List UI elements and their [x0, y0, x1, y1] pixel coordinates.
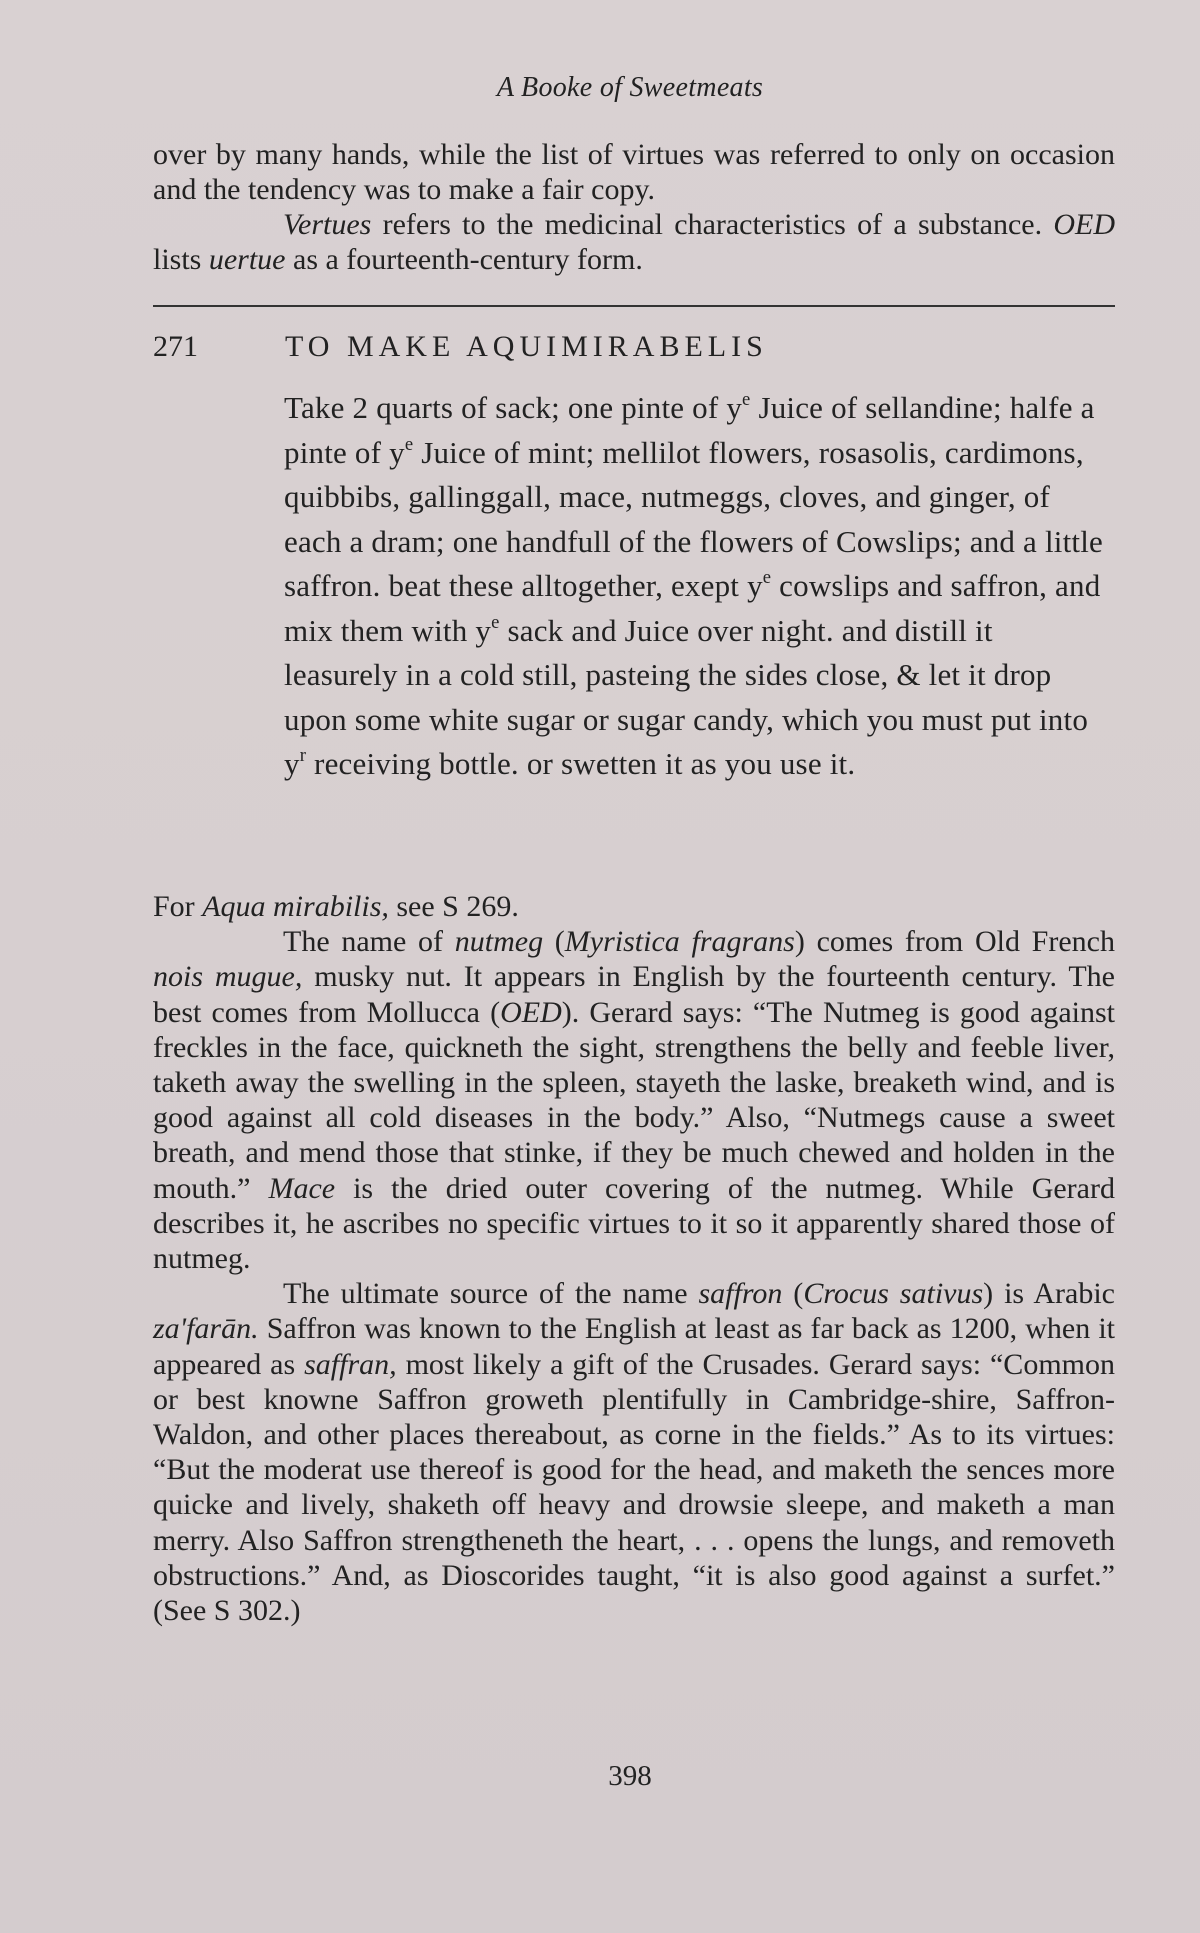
recipe-paragraph: Take 2 quarts of sack; one pinte of $y^e$ Juice of sellandine; halfe a pinte of $y^e$ Juice of mint; mellilot flowers, rosasolis, cardimons, quibbibs, gallinggall, mace, nutmeggs, cloves, and ginger, of each a dram; one handfull of the flowers of Cowslips; and a little saffron. beat these alltogether, exept $y^e$ cowslips and saffron, and mix them with $y^e$ sack and Juice over night. and distill it leasurely in a cold still, pasteing the sides close, & let it drop upon some white sugar or sugar candy, which you must put into $y^r$ receiving bottle. or swetten it as you use it.	[284, 388, 1103, 781]
page-number: 398	[608, 1760, 652, 1792]
section-divider	[153, 305, 1115, 307]
running-head: A Booke of Sweetmeats	[496, 72, 764, 103]
intro-paragraph: over by many hands, while the list of virtues was referred to only on occasion and the tendency was to make a fair copy.	[153, 138, 1115, 206]
recipe-title: TO MAKE AQUIMIRABELIS	[285, 330, 768, 363]
recipe-text	[284, 386, 1104, 787]
cross-reference: For Aqua mirabilis, see S 269.	[153, 890, 519, 923]
intro-text	[153, 137, 1115, 277]
saffron-paragraph: The ultimate source of the name saffron (Crocus sativus) is Arabic za'farān. Saffron was known to the English at least as far back as 1200, when it appeared as saffran, most likely a gift of the Crusades. Gerard says: “Common or best knowne Saffron groweth plentifully in Cambridge-shire, Saffron-Waldon, and other places thereabout, as corne in the fields.” As to its virtues: “But the moderat use thereof is good for the head, and maketh the sences more quicke and lively, shaketh off heavy and drowsie sleepe, and maketh a man merry. Also Saffron strengtheneth the heart, . . . opens the lungs, and removeth obstructions.” And, as Dioscorides taught, “it is also good against a surfet.” (See S 302.)	[153, 1277, 1115, 1628]
recipe-number: 271	[153, 330, 198, 363]
commentary-text	[153, 889, 1115, 1628]
vertues-paragraph: Vertues refers to the medicinal characteristics of a substance. OED lists uertue as a fourteenth-century form.	[153, 208, 1115, 276]
nutmeg-paragraph: The name of nutmeg (Myristica fragrans) comes from Old French nois mugue, musky nut. It appears in English by the fourteenth century. The best comes from Mollucca (OED). Gerard says: “The Nutmeg is good against freckles in the face, quickneth the sight, strengthens the belly and feeble liver, taketh away the swelling in the spleen, stayeth the laske, breaketh wind, and is good against all cold diseases in the body.” Also, “Nutmegs cause a sweet breath, and mend those that stinke, if they be much chewed and holden in the mouth.” Mace is the dried outer covering of the nutmeg. While Gerard describes it, he ascribes no specific virtues to it so it apparently shared those of nutmeg.	[153, 925, 1116, 1276]
